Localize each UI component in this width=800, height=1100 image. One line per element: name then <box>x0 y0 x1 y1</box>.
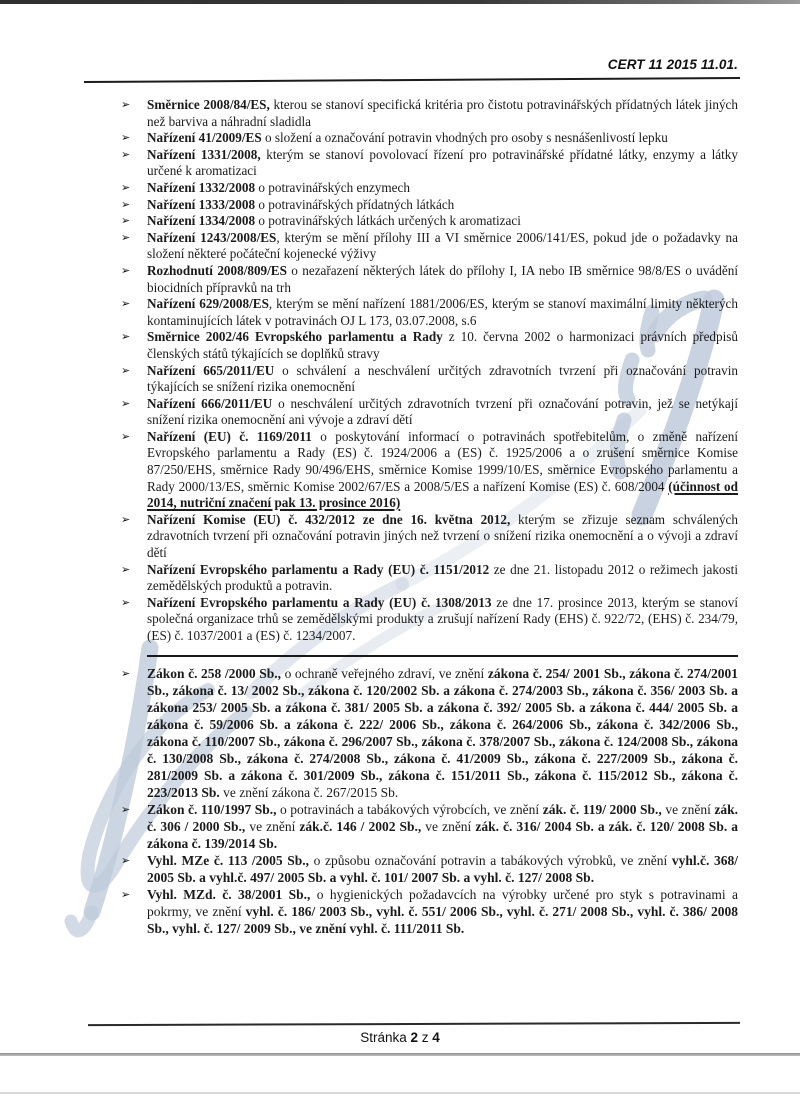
arrow-bullet-icon: ➢ <box>121 230 131 244</box>
arrow-bullet-icon: ➢ <box>121 429 131 443</box>
regulations-list <box>120 97 738 937</box>
arrow-bullet-icon: ➢ <box>121 147 131 161</box>
scan-artifact-bottom-line <box>0 1053 800 1056</box>
list-item-text: Nařízení 1331/2008, kterým se stanoví povolovací řízení pro potravinářské přídatné látky, enzymy a látky určené k aromatizaci <box>147 146 738 179</box>
arrow-bullet-icon: ➢ <box>121 363 131 377</box>
list-item <box>120 562 738 595</box>
list-item <box>120 595 738 645</box>
list-item <box>120 97 738 130</box>
list-item-text: Rozhodnutí 2008/809/ES o nezařazení některých látek do přílohy I, IA nebo IB směrnice 98/8/ES o uvádění biocidních přípravků na trh <box>147 262 738 295</box>
document-code: CERT 11 2015 11.01. <box>607 57 738 72</box>
arrow-bullet-icon: ➢ <box>121 396 131 410</box>
list-item <box>120 130 738 147</box>
scan-artifact-top-edge <box>0 0 800 4</box>
footer-of-word: z <box>418 1030 433 1045</box>
arrow-bullet-icon: ➢ <box>121 330 131 344</box>
list-item <box>120 852 738 886</box>
footer-page-current: 2 <box>410 1030 418 1045</box>
list-item-text: Nařízení Evropského parlamentu a Rady (EU) č. 1308/2013 ze dne 17. prosince 2013, kterým se stanoví společná organizace trhů se zemědělskými produkty a zrušují nařízení Rady (EHS) č. 922/72, (EHS) č. 234/79, (ES) č. 1037/2001 a (ES) č. 1234/2007. <box>147 594 738 643</box>
list-item-text: Nařízení 629/2008/ES, kterým se mění nařízení 1881/2006/ES, kterým se stanoví maximální limity některých kontaminujících látek v potravinách OJ L 173, 03.07.2008, s.6 <box>147 296 738 328</box>
list-item <box>120 213 738 230</box>
arrow-bullet-icon: ➢ <box>121 512 131 526</box>
arrow-bullet-icon: ➢ <box>121 131 131 145</box>
arrow-bullet-icon: ➢ <box>121 263 131 277</box>
list-item <box>120 197 738 214</box>
list-item <box>120 180 738 197</box>
national-laws-section <box>120 665 738 937</box>
list-item-text: Vyhl. MZd. č. 38/2001 Sb., o hygienických požadavcích na výrobky určené pro styk s potravinami a pokrmy, ve znění vyhl. č. 186/ 2003 Sb., vyhl. č. 551/ 2006 Sb., vyhl. č. 271/ 2008 Sb., vyhl. č. 386/ 2008 Sb., vyhl. č. 127/ 2009 Sb., ve znění vyhl. č. 111/2011 Sb. <box>147 886 738 936</box>
list-item-text: Nařízení 1333/2008 o potravinářských přídatných látkách <box>147 196 455 212</box>
list-item-text: Nařízení Evropského parlamentu a Rady (EU) č. 1151/2012 ze dne 21. listopadu 2012 o režimech jakosti zemědělských produktů a potravin. <box>147 561 738 594</box>
list-item-text: Nařízení 666/2011/EU o neschválení určitých zdravotních tvrzení při označování potravin, jež se netýkají snížení rizika onemocnění ani vývoje a zdraví dětí <box>147 395 739 428</box>
list-item-text: Vyhl. MZe č. 113 /2005 Sb., o způsobu označování potravin a tabákových výrobků, ve znění vyhl.č. 368/ 2005 Sb. a vyhl.č. 497/ 2005 Sb. a vyhl. č. 101/ 2007 Sb. a vyhl. č. 127/ 2008 Sb. <box>147 852 738 885</box>
arrow-bullet-icon: ➢ <box>121 595 131 609</box>
list-item <box>120 147 738 180</box>
arrow-bullet-icon: ➢ <box>121 180 131 194</box>
scan-artifact-bottom-line-2 <box>0 1092 800 1094</box>
arrow-bullet-icon: ➢ <box>121 562 131 576</box>
list-item-text: Nařízení (EU) č. 1169/2011 o poskytování informací o potravinách spotřebitelům, o změně nařízení Evropského parlamentu a Rady (ES) č. 1924/2006 a (ES) č. 1925/2006 a o zrušení směrnice Komise 87/250/EHS, směrnice Rady 90/496/EHS, směrnice Komise 1999/10/ES, směrnice Evropského parlamentu a Rady 2000/13/ES, směrnic Komise 2002/67/ES a 2008/5/ES a nařízení Komise (ES) č. 608/2004 (účinnost od 2014, nutriční značení pak 13. prosince 2016) <box>147 428 738 511</box>
list-item <box>120 396 738 429</box>
list-item <box>120 665 738 801</box>
footer-rule <box>88 1022 740 1026</box>
arrow-bullet-icon: ➢ <box>121 666 131 680</box>
list-item-text: Zákon č. 258 /2000 Sb., o ochraně veřejného zdraví, ve znění zákona č. 254/ 2001 Sb., zákona č. 274/2001 Sb., zákona č. 13/ 2002 Sb., zákona č. 120/2002 Sb. a zákona č. 274/2003 Sb., zákona č. 356/ 2003 Sb. a zákona 253/ 2005 Sb. a zákona č. 381/ 2005 Sb. a zákona č. 392/ 2005 Sb. a zákona č. 444/ 2005 Sb. a zákona č. 59/2006 Sb. a zákona č. 222/ 2006 Sb., zákona č. 264/2006 Sb., zákona č. 342/2006 Sb., zákona č. 110/2007 Sb., zákona č. 296/2007 Sb., zákona č. 378/2007 Sb., zákona č. 124/2008 Sb., zákona č. 130/2008 Sb., zákona č. 274/2008 Sb., zákona č. 41/2009 Sb., zákona č. 227/2009 Sb., zákona č. 281/2009 Sb. a zákona č. 301/2009 Sb., zákona č. 151/2011 Sb., zákona č. 115/2012 Sb., zákona č. 223/2013 Sb. ve znění zákona č. 267/2015 Sb. <box>147 665 738 800</box>
arrow-bullet-icon: ➢ <box>121 297 131 311</box>
list-item-text: Nařízení 1334/2008 o potravinářských látkách určených k aromatizaci <box>147 213 521 229</box>
footer-page-total: 4 <box>432 1030 440 1045</box>
list-item <box>120 429 738 512</box>
list-item <box>120 512 738 562</box>
list-item <box>120 329 738 362</box>
arrow-bullet-icon: ➢ <box>121 98 131 111</box>
arrow-bullet-icon: ➢ <box>121 802 131 816</box>
arrow-bullet-icon: ➢ <box>121 214 131 228</box>
list-item <box>120 886 738 937</box>
list-item-text: Směrnice 2002/46 Evropského parlamentu a Rady z 10. června 2002 o harmonizaci právních předpisů členských států týkajících se doplňků stravy <box>147 329 739 361</box>
list-item-text: Zákon č. 110/1997 Sb., o potravinách a tabákových výrobcích, ve znění zák. č. 119/ 2000 Sb., ve znění zák. č. 306 / 2000 Sb., ve znění zák.č. 146 / 2002 Sb., ve znění zák. č. 316/ 2004 Sb. a zák. č. 120/ 2008 Sb. a zákona č. 139/2014 Sb. <box>147 801 738 851</box>
eu-regulations-section <box>120 97 738 645</box>
list-item <box>120 801 738 852</box>
list-item-text: Nařízení 1332/2008 o potravinářských enzymech <box>147 179 410 195</box>
list-item-text: Směrnice 2008/84/ES, kterou se stanoví specifická kritéria pro čistotu potravinářských přídatných látek jiných než barviva a náhradní sladidla <box>147 97 738 129</box>
page-number-footer <box>0 1030 800 1045</box>
list-item <box>120 296 738 329</box>
list-item <box>120 363 738 396</box>
arrow-bullet-icon: ➢ <box>121 887 131 901</box>
list-item-text: Nařízení 41/2009/ES o složení a označování potravin vhodných pro osoby s nesnášenlivostí lepku <box>147 130 668 146</box>
section-divider <box>147 655 738 657</box>
list-item <box>120 230 738 263</box>
footer-label: Stránka <box>360 1030 411 1045</box>
list-item-text: Nařízení Komise (EU) č. 432/2012 ze dne 16. května 2012, kterým se zřizuje seznam schválených zdravotních tvrzení při označování potravin jiných než tvrzení o snížení rizika onemocnění a o vývoji a zdraví dětí <box>147 511 738 561</box>
arrow-bullet-icon: ➢ <box>121 853 131 867</box>
header-rule <box>84 77 740 83</box>
arrow-bullet-icon: ➢ <box>121 197 131 211</box>
list-item-text: Nařízení 1243/2008/ES, kterým se mění přílohy III a VI směrnice 2006/141/ES, pokud jde o požadavky na složení některé počáteční kojenecké výživy <box>147 229 738 262</box>
list-item-text: Nařízení 665/2011/EU o schválení a neschválení určitých zdravotních tvrzení při označování potravin týkajících se snížení rizika onemocnění <box>147 362 738 395</box>
list-item <box>120 263 738 296</box>
